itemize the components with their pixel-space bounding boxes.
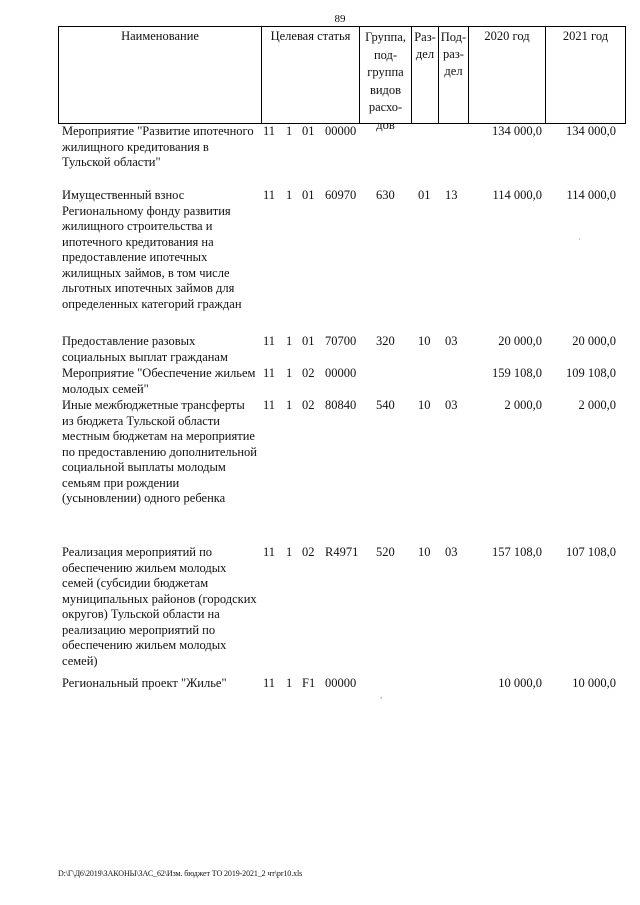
header-2020: 2020 год	[469, 27, 546, 123]
row-code-4: 00000	[325, 676, 357, 690]
row-value-2021: 107 108,0	[566, 545, 616, 559]
row-subsection: 03	[445, 545, 458, 559]
row-section: 10	[418, 334, 431, 348]
row-group: 540	[376, 398, 395, 412]
scan-speck: ,	[380, 690, 383, 700]
header-name: Наименование	[59, 27, 262, 123]
header-section: Раз-дел	[412, 27, 439, 123]
row-name: Предоставление разовых социальных выплат гражданам	[62, 334, 228, 364]
row-name: Реализация мероприятий по обеспечению жильем молодых семей (субсидии бюджетам муниципальных районов (городских округов) Тульской области на реализацию мероприятий по обеспечению жильем молодых семей)	[62, 545, 257, 668]
row-group: 520	[376, 545, 395, 559]
row-value-2021: 2 000,0	[578, 398, 616, 412]
row-value-2021: 20 000,0	[572, 334, 616, 348]
row-code-1: 11	[263, 334, 276, 348]
row-code-2: 1	[286, 366, 293, 380]
row-value-2020: 134 000,0	[492, 124, 542, 138]
row-code-3: 01	[302, 124, 315, 138]
file-path-footer: D:\Г\Д6\2019\ЗАКОНЫ\ЗАС_62\Изм. бюджет ТО 2019-2021_2 чт\pr10.xls	[58, 869, 303, 878]
row-code-1: 11	[263, 545, 276, 559]
row-code-4: R4971	[325, 545, 359, 559]
row-name: Мероприятие "Обеспечение жильем молодых семей"	[62, 366, 256, 396]
row-value-2020: 2 000,0	[504, 398, 542, 412]
header-subsection: Под-раз-дел	[439, 27, 469, 123]
header-2021: 2021 год	[562, 29, 609, 43]
row-code-2: 1	[286, 188, 293, 202]
row-code-1: 11	[263, 398, 276, 412]
row-section: 10	[418, 398, 431, 412]
row-code-2: 1	[286, 676, 293, 690]
row-code-4: 00000	[325, 124, 357, 138]
row-code-3: 02	[302, 366, 315, 380]
row-code-3: 02	[302, 398, 315, 412]
row-subsection: 13	[445, 188, 458, 202]
row-subsection: 03	[445, 398, 458, 412]
row-code-3: 01	[302, 188, 315, 202]
row-value-2021: 109 108,0	[566, 366, 616, 380]
row-code-2: 1	[286, 124, 293, 138]
header-group: Группа, под-группа видов расхо-дов	[360, 27, 412, 123]
row-name: Иные межбюджетные трансферты из бюджета Тульской области местным бюджетам на мероприятие по предоставлению дополнительной социальной выплаты молодым семьям при рождении (усыновлении) одного ребенка	[62, 398, 257, 505]
row-code-3: 01	[302, 334, 315, 348]
row-group: 320	[376, 334, 395, 348]
row-name: Мероприятие "Развитие ипотечного жилищного кредитования в Тульской области"	[62, 124, 254, 169]
row-group: 630	[376, 188, 395, 202]
row-code-4: 80840	[325, 398, 357, 412]
scan-speck: ·	[578, 234, 581, 244]
row-code-3: 02	[302, 545, 315, 559]
row-value-2020: 159 108,0	[492, 366, 542, 380]
row-section: 01	[418, 188, 431, 202]
row-code-1: 11	[263, 366, 276, 380]
row-section: 10	[418, 545, 431, 559]
row-name: Региональный проект "Жилье"	[62, 676, 227, 690]
row-value-2021: 10 000,0	[572, 676, 616, 690]
page-number: 89	[334, 13, 346, 25]
row-value-2021: 134 000,0	[566, 124, 616, 138]
row-value-2021: 114 000,0	[566, 188, 616, 202]
row-subsection: 03	[445, 334, 458, 348]
row-name: Имущественный взнос Региональному фонду развития жилищного строительства и ипотечного кредитования на предоставление ипотечных жилищных займов, в том числе льготных ипотечных займов для определенных категорий граждан	[62, 188, 242, 311]
row-code-2: 1	[286, 545, 293, 559]
row-code-4: 00000	[325, 366, 357, 380]
row-code-4: 70700	[325, 334, 357, 348]
row-code-1: 11	[263, 124, 276, 138]
row-value-2020: 10 000,0	[498, 676, 542, 690]
header-target: Целевая статья	[262, 27, 360, 123]
row-code-4: 60970	[325, 188, 357, 202]
row-code-1: 11	[263, 188, 276, 202]
row-value-2020: 157 108,0	[492, 545, 542, 559]
row-value-2020: 20 000,0	[498, 334, 542, 348]
row-value-2020: 114 000,0	[492, 188, 542, 202]
row-code-1: 11	[263, 676, 276, 690]
row-code-2: 1	[286, 398, 293, 412]
row-code-3: F1	[302, 676, 316, 690]
row-code-2: 1	[286, 334, 293, 348]
